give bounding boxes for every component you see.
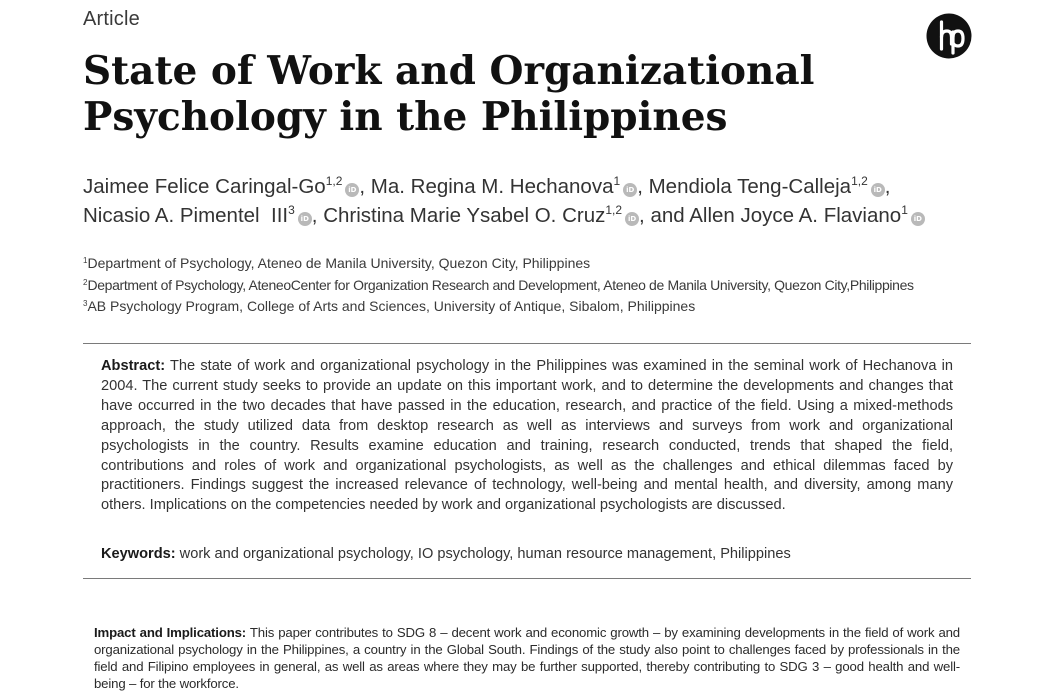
affiliation-item — [83, 253, 983, 275]
author-name: Nicasio A. Pimentel III — [83, 204, 289, 227]
abstract-top-divider — [83, 343, 971, 344]
abstract-bottom-divider — [83, 578, 971, 579]
author-affiliation-ref: 1,2 — [851, 174, 868, 188]
orcid-icon[interactable]: iD — [625, 212, 639, 226]
title-line-2: Psychology in the Philippines — [83, 94, 728, 140]
author-name: Christina Marie Ysabel O. Cruz — [323, 204, 606, 227]
orcid-icon[interactable]: iD — [345, 183, 359, 197]
orcid-icon[interactable]: iD — [298, 212, 312, 226]
author-list — [83, 172, 983, 230]
article-type-label: Article — [83, 8, 140, 30]
affiliation-item — [83, 296, 983, 318]
affiliation-number: 2 — [83, 277, 88, 287]
publisher-logo-icon — [926, 13, 972, 59]
affiliation-text: Department of Psychology, Ateneo de Manila University, Quezon City, Philippines — [87, 255, 591, 271]
author-separator: , — [884, 175, 891, 198]
author-line-1 — [83, 172, 983, 201]
affiliation-number: 3 — [83, 299, 88, 308]
author-separator: , — [359, 175, 366, 198]
author-name: Ma. Regina M. Hechanova — [370, 175, 614, 198]
author-affiliation-ref: 1,2 — [605, 203, 623, 217]
author-line-2 — [83, 201, 983, 230]
keywords-paragraph — [101, 545, 961, 564]
affiliation-text: AB Psychology Program, College of Arts and Sciences, University of Antique, Sibalom, Philippines — [87, 298, 696, 314]
impact-paragraph — [94, 624, 960, 692]
article-title — [83, 48, 843, 140]
author-name: Mendiola Teng-Calleja — [648, 175, 852, 198]
author-separator: , — [311, 204, 318, 227]
impact-label: Impact and Implications: — [94, 625, 247, 640]
impact-text: This paper contributes to SDG 8 – decent work and economic growth – by examining developments in the field of work and organizational psychology in the Philippines, a country in the Global South. Findings of the study also point to challenges faced by professionals in the field and Filipino employees in general, as well as areas where they may be further supported, thereby contributing to SDG 3 – good health and well-being – for the workforce. — [94, 625, 960, 691]
author-separator: , and — [639, 204, 685, 227]
author-separator: , — [637, 175, 643, 198]
author-affiliation-ref: 1 — [901, 203, 908, 217]
orcid-icon[interactable]: iD — [871, 183, 885, 197]
affiliation-list — [83, 253, 983, 318]
affiliation-item — [83, 275, 983, 297]
affiliation-text: Department of Psychology, AteneoCenter for Organization Research and Development, Ateneo de Manila University, Quezon City,Philippines — [87, 276, 914, 293]
orcid-icon[interactable]: iD — [623, 183, 637, 197]
author-name: Jaimee Felice Caringal-Go — [83, 175, 326, 198]
keywords-text: work and organizational psychology, IO psychology, human resource management, Philippines — [179, 546, 791, 562]
affiliation-number: 1 — [83, 256, 88, 265]
author-affiliation-ref: 1,2 — [325, 174, 343, 188]
author-name: Allen Joyce A. Flaviano — [689, 204, 902, 227]
abstract-paragraph — [101, 357, 953, 516]
keywords-label: Keywords: — [101, 546, 176, 562]
author-affiliation-ref: 1 — [613, 174, 621, 188]
abstract-label: Abstract: — [101, 358, 166, 374]
abstract-text: The state of work and organizational psychology in the Philippines was examined in the seminal work of Hechanova in 2004. The current study seeks to provide an update on this important work, and to determine the developments and changes that have occurred in the two decades that have passed in the education, research, and practice of the field. Using a mixed-methods approach, the study utilized data from desktop research as well as interviews and surveys from work and organizational psychologists in the country. Results examine education and training, research conducted, trends that shaped the field, contributions and roles of work and organizational psychologists, as well as the challenges and ethical dilemmas faced by practitioners. Findings suggest the increased relevance of technology, well-being and mental health, and diversity, among many others. Implications on the competencies needed by work and organizational psychologists are discussed. — [101, 358, 954, 514]
title-line-1: State of Work and Organizational — [83, 48, 815, 94]
orcid-icon[interactable]: iD — [911, 212, 925, 226]
author-affiliation-ref: 3 — [288, 203, 295, 217]
